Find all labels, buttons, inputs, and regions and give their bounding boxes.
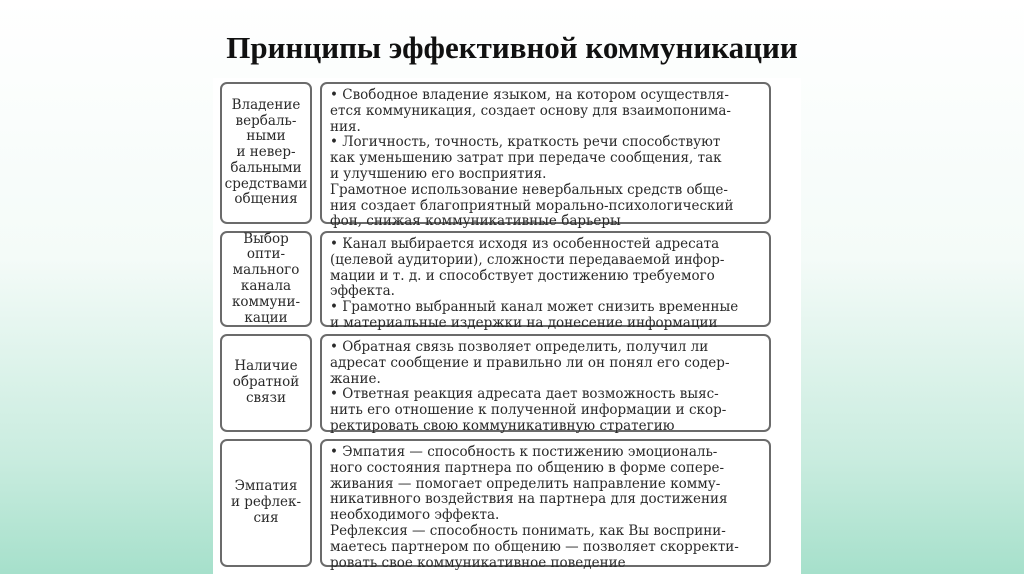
description-line: нить его отношение к полученной информации и скор- <box>330 402 727 419</box>
description-line: маетесь партнером по общению — позволяет скорректи- <box>330 538 739 555</box>
label-line: вербаль- <box>235 112 297 129</box>
description-line: живания — помогает определить направление комму- <box>330 475 721 492</box>
description-line: эффекта. <box>330 283 395 300</box>
row-1-label-box <box>220 82 312 224</box>
description-line: ния создает благоприятный морально-психологический <box>330 197 734 214</box>
row-3-description-box <box>320 334 771 432</box>
description-line: • Эмпатия — способность к постижению эмоциональ- <box>330 444 718 460</box>
description-line: • Грамотно выбранный канал может снизить временные <box>330 299 739 316</box>
label-line: опти- <box>246 246 286 263</box>
label-line: и невер- <box>236 144 296 161</box>
row-3-label-box <box>220 334 312 432</box>
label-line: и рефлек- <box>230 494 302 511</box>
description-line: • Ответная реакция адресата дает возможность выяс- <box>330 386 719 403</box>
label-line: канала <box>240 278 292 294</box>
description-line: ния. <box>330 118 361 135</box>
description-line: • Канал выбирается исходя из особенностей адресата <box>330 236 720 252</box>
row-4-label <box>231 479 301 526</box>
description-line: жание. <box>330 370 381 387</box>
slide-title: Принципы эффективной коммуникации <box>226 30 798 65</box>
description-line: Грамотное использование невербальных средств обще- <box>330 181 728 198</box>
description-line: мации и т. д. и способствует достижению требуемого <box>330 267 715 284</box>
label-line: Наличие <box>234 358 298 375</box>
row-4-label-box <box>220 439 312 567</box>
row-1-description-box <box>320 82 771 230</box>
label-line: сия <box>253 509 279 526</box>
description-line: ется коммуникация, создает основу для взаимопонима- <box>330 102 731 119</box>
description-line: • Свободное владение языком, на котором осуществля- <box>330 87 729 103</box>
label-line: Владение <box>231 96 301 113</box>
label-line: связи <box>245 389 287 406</box>
label-line: бальными <box>230 159 302 176</box>
label-line: общения <box>234 191 298 208</box>
description-line: • Обратная связь позволяет определить, получил ли <box>330 339 709 355</box>
description-line: и улучшению его восприятия. <box>330 165 547 182</box>
row-3-label <box>233 359 300 406</box>
description-line: ректировать свою коммуникативную стратегию <box>330 417 675 434</box>
label-line: ными <box>246 128 286 145</box>
description-line: (целевой аудитории), сложности передаваемой инфор- <box>330 251 725 268</box>
description-line: фон, снижая коммуникативные барьеры <box>330 213 621 230</box>
label-line: Выбор <box>243 230 289 247</box>
description-line: ного состояния партнера по общению в форме сопере- <box>330 459 725 476</box>
row-2-label-box <box>220 231 312 327</box>
description-line: необходимого эффекта. <box>330 507 500 524</box>
description-line: и материальные издержки на донесение информации <box>330 314 718 331</box>
description-line: • Логичность, точность, краткость речи способствуют <box>330 134 721 151</box>
row-4-description-box <box>320 439 771 571</box>
row-2-description-box <box>320 231 771 331</box>
description-line: Рефлексия — способность понимать, как Вы восприни- <box>330 522 726 539</box>
row-2-label <box>232 232 300 327</box>
description-line: ровать свое коммуникативное поведение <box>330 554 626 571</box>
description-line: как уменьшению затрат при передаче сообщения, так <box>330 150 722 167</box>
label-line: Эмпатия <box>234 478 298 495</box>
row-1-label <box>225 98 308 209</box>
label-line: средствами <box>224 175 308 192</box>
label-line: кации <box>244 309 288 326</box>
label-line: обратной <box>232 374 300 391</box>
description-line: адресат сообщение и правильно ли он понял его содер- <box>330 354 730 371</box>
principles-table <box>213 78 801 574</box>
label-line: коммуни- <box>231 293 301 310</box>
label-line: мального <box>232 262 300 279</box>
description-line: никативного воздействия на партнера для достижения <box>330 491 728 508</box>
